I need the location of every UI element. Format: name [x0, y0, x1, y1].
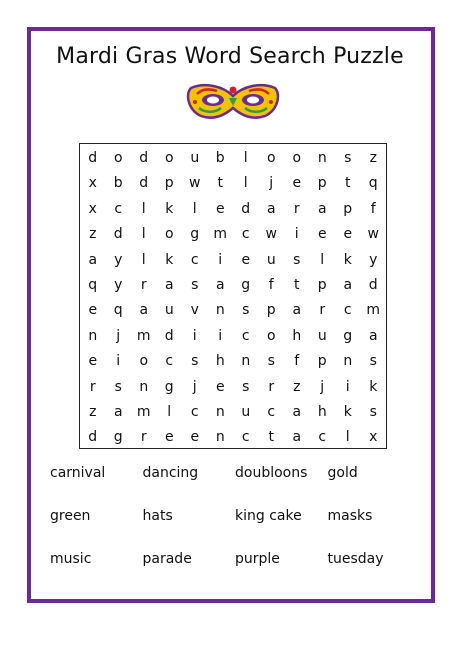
grid-row: [80, 425, 386, 450]
grid-letter[interactable]: r: [89, 378, 96, 395]
grid-letter[interactable]: d: [139, 175, 149, 192]
grid-letter[interactable]: n: [215, 429, 225, 446]
grid-letter[interactable]: o: [164, 226, 174, 243]
word-list-row: [50, 505, 420, 548]
grid-letter[interactable]: e: [88, 353, 98, 370]
grid-letter[interactable]: e: [292, 175, 302, 192]
grid-letter[interactable]: u: [241, 403, 251, 420]
grid-letter[interactable]: a: [343, 276, 353, 293]
grid-letter[interactable]: z: [369, 150, 377, 166]
grid-letter[interactable]: a: [368, 327, 378, 344]
grid-letter[interactable]: l: [141, 226, 146, 243]
grid-letter[interactable]: q: [368, 175, 378, 192]
grid-letter[interactable]: d: [88, 429, 98, 446]
grid-letter[interactable]: p: [343, 200, 353, 217]
grid-letter[interactable]: c: [343, 302, 352, 319]
grid-letter[interactable]: a: [266, 200, 276, 217]
grid-letter[interactable]: e: [215, 378, 225, 395]
grid-letter[interactable]: p: [317, 276, 327, 293]
grid-letter[interactable]: o: [139, 353, 149, 370]
grid-letter[interactable]: k: [343, 403, 352, 420]
grid-letter[interactable]: a: [292, 403, 302, 420]
grid-letter[interactable]: f: [370, 200, 376, 217]
word-item: tuesday: [327, 551, 384, 567]
word-item: parade: [142, 551, 192, 567]
grid-letter[interactable]: c: [318, 429, 327, 446]
grid-letter[interactable]: z: [89, 226, 97, 243]
grid-letter[interactable]: h: [292, 327, 302, 344]
grid-letter[interactable]: e: [215, 200, 225, 217]
grid-letter[interactable]: d: [164, 327, 174, 344]
grid-letter[interactable]: o: [266, 327, 276, 344]
grid-letter[interactable]: l: [320, 251, 325, 268]
grid-row: [80, 248, 386, 273]
grid-letter[interactable]: g: [343, 327, 353, 344]
grid-letter[interactable]: a: [164, 276, 174, 293]
grid-letter[interactable]: x: [88, 175, 97, 192]
grid-letter[interactable]: c: [165, 353, 174, 370]
grid-letter[interactable]: c: [241, 327, 250, 344]
grid-letter[interactable]: e: [317, 226, 327, 243]
grid-letter[interactable]: t: [217, 175, 223, 192]
grid-letter[interactable]: a: [292, 429, 302, 446]
grid-row: [80, 273, 386, 298]
grid-letter[interactable]: m: [213, 226, 228, 243]
word-item: dancing: [142, 465, 199, 481]
grid-letter[interactable]: o: [164, 150, 174, 166]
grid-letter[interactable]: s: [267, 353, 275, 370]
grid-letter[interactable]: n: [139, 378, 149, 395]
grid-letter[interactable]: d: [113, 226, 123, 243]
grid-letter[interactable]: s: [344, 150, 352, 166]
grid-letter[interactable]: g: [164, 378, 174, 395]
grid-letter[interactable]: u: [190, 150, 200, 166]
grid-letter[interactable]: l: [192, 200, 197, 217]
grid-letter[interactable]: r: [268, 378, 275, 395]
grid-letter[interactable]: l: [243, 175, 248, 192]
grid-letter[interactable]: y: [114, 251, 123, 268]
grid-letter[interactable]: i: [116, 353, 121, 370]
word-item: king cake: [235, 508, 302, 524]
grid-letter[interactable]: h: [317, 403, 327, 420]
grid-row: [80, 400, 386, 425]
grid-letter[interactable]: e: [343, 226, 353, 243]
grid-letter[interactable]: a: [139, 302, 149, 319]
word-list-row: [50, 548, 420, 591]
grid-row: [80, 146, 386, 171]
grid-letter[interactable]: s: [369, 403, 377, 420]
grid-letter[interactable]: l: [243, 150, 248, 166]
grid-letter[interactable]: x: [88, 200, 97, 217]
grid-letter[interactable]: b: [215, 150, 225, 166]
grid-letter[interactable]: h: [215, 353, 225, 370]
word-item: carnival: [50, 465, 106, 481]
grid-letter[interactable]: b: [113, 175, 123, 192]
word-item: music: [50, 551, 92, 567]
word-item: hats: [142, 508, 173, 524]
grid-letter[interactable]: m: [136, 403, 151, 420]
grid-letter[interactable]: l: [141, 200, 146, 217]
grid-letter[interactable]: i: [218, 327, 223, 344]
grid-row: [80, 171, 386, 196]
grid-letter[interactable]: z: [293, 378, 301, 395]
grid-letter[interactable]: o: [266, 150, 276, 166]
grid-row: [80, 375, 386, 400]
word-item: masks: [327, 508, 373, 524]
grid-row: [80, 222, 386, 247]
grid-letter[interactable]: d: [88, 150, 98, 166]
grid-row: [80, 298, 386, 323]
grid-letter[interactable]: c: [241, 226, 250, 243]
grid-letter[interactable]: p: [317, 175, 327, 192]
grid-letter[interactable]: e: [164, 429, 174, 446]
grid-letter[interactable]: p: [266, 302, 276, 319]
grid-letter[interactable]: n: [215, 403, 225, 420]
grid-letter[interactable]: l: [167, 403, 172, 420]
grid-letter[interactable]: y: [369, 251, 378, 268]
grid-letter[interactable]: g: [113, 429, 123, 446]
grid-letter[interactable]: s: [369, 353, 377, 370]
grid-letter[interactable]: a: [317, 200, 327, 217]
grid-letter[interactable]: v: [190, 302, 199, 319]
grid-row: [80, 349, 386, 374]
grid-letter[interactable]: x: [369, 429, 378, 446]
grid-letter[interactable]: n: [343, 353, 353, 370]
grid-letter[interactable]: a: [292, 302, 302, 319]
grid-letter[interactable]: c: [241, 429, 250, 446]
grid-letter[interactable]: g: [190, 226, 200, 243]
grid-letter[interactable]: s: [191, 353, 199, 370]
grid-letter[interactable]: d: [241, 200, 251, 217]
grid-letter[interactable]: p: [164, 175, 174, 192]
grid-letter[interactable]: s: [242, 302, 250, 319]
grid-letter[interactable]: o: [113, 150, 123, 166]
grid-letter[interactable]: w: [189, 175, 201, 192]
grid-letter[interactable]: l: [345, 429, 350, 446]
grid-row: [80, 197, 386, 222]
grid-letter[interactable]: n: [241, 353, 251, 370]
grid-letter[interactable]: l: [141, 251, 146, 268]
grid-letter[interactable]: a: [88, 251, 98, 268]
grid-letter[interactable]: u: [317, 327, 327, 344]
letter-grid: [79, 143, 387, 449]
grid-letter[interactable]: s: [114, 378, 122, 395]
grid-letter[interactable]: j: [269, 175, 274, 192]
grid-letter[interactable]: f: [268, 276, 274, 293]
grid-letter[interactable]: k: [369, 378, 378, 395]
word-item: gold: [327, 465, 358, 481]
grid-letter[interactable]: n: [317, 150, 327, 166]
grid-letter[interactable]: r: [319, 302, 326, 319]
grid-letter[interactable]: t: [294, 276, 300, 293]
grid-letter[interactable]: k: [343, 251, 352, 268]
grid-letter[interactable]: j: [192, 378, 197, 395]
grid-letter[interactable]: e: [190, 429, 200, 446]
word-list: [50, 462, 420, 591]
grid-letter[interactable]: r: [140, 276, 147, 293]
grid-letter[interactable]: w: [367, 226, 379, 243]
page-title: Mardi Gras Word Search Puzzle: [56, 44, 404, 69]
grid-letter[interactable]: i: [345, 378, 350, 395]
grid-letter[interactable]: n: [215, 302, 225, 319]
grid-letter[interactable]: m: [366, 302, 381, 319]
grid-letter[interactable]: i: [192, 327, 197, 344]
grid-letter[interactable]: p: [317, 353, 327, 370]
grid-letter[interactable]: k: [165, 200, 174, 217]
grid-letter[interactable]: r: [140, 429, 147, 446]
grid-letter[interactable]: o: [292, 150, 302, 166]
grid-letter[interactable]: j: [116, 327, 121, 344]
grid-letter[interactable]: z: [89, 403, 97, 420]
grid-letter[interactable]: t: [345, 175, 351, 192]
mardi-gras-mask-icon: [185, 80, 281, 122]
grid-letter[interactable]: c: [190, 403, 199, 420]
grid-letter[interactable]: c: [114, 200, 123, 217]
grid-letter[interactable]: u: [164, 302, 174, 319]
grid-letter[interactable]: i: [218, 251, 223, 268]
grid-letter[interactable]: a: [113, 403, 123, 420]
grid-letter[interactable]: n: [88, 327, 98, 344]
grid-letter[interactable]: f: [294, 353, 300, 370]
word-item: green: [50, 508, 91, 524]
grid-letter[interactable]: s: [242, 378, 250, 395]
grid-letter[interactable]: t: [268, 429, 274, 446]
grid-letter[interactable]: s: [191, 276, 199, 293]
grid-letter[interactable]: r: [293, 200, 300, 217]
grid-letter[interactable]: a: [215, 276, 225, 293]
grid-letter[interactable]: c: [267, 403, 276, 420]
grid-letter[interactable]: y: [114, 276, 123, 293]
grid-letter[interactable]: u: [266, 251, 276, 268]
word-item: purple: [235, 551, 280, 567]
grid-letter[interactable]: e: [241, 251, 251, 268]
grid-letter[interactable]: q: [113, 302, 123, 319]
grid-letter[interactable]: q: [88, 276, 98, 293]
grid-letter[interactable]: d: [368, 276, 378, 293]
grid-letter[interactable]: m: [136, 327, 151, 344]
grid-letter[interactable]: c: [190, 251, 199, 268]
grid-letter[interactable]: w: [265, 226, 277, 243]
grid-letter[interactable]: g: [241, 276, 251, 293]
grid-letter[interactable]: k: [165, 251, 174, 268]
grid-letter[interactable]: d: [139, 150, 149, 166]
grid-letter[interactable]: i: [294, 226, 299, 243]
word-list-row: [50, 462, 420, 505]
grid-letter[interactable]: j: [320, 378, 325, 395]
grid-letter[interactable]: s: [293, 251, 301, 268]
word-item: doubloons: [235, 465, 308, 481]
grid-row: [80, 324, 386, 349]
grid-letter[interactable]: e: [88, 302, 98, 319]
